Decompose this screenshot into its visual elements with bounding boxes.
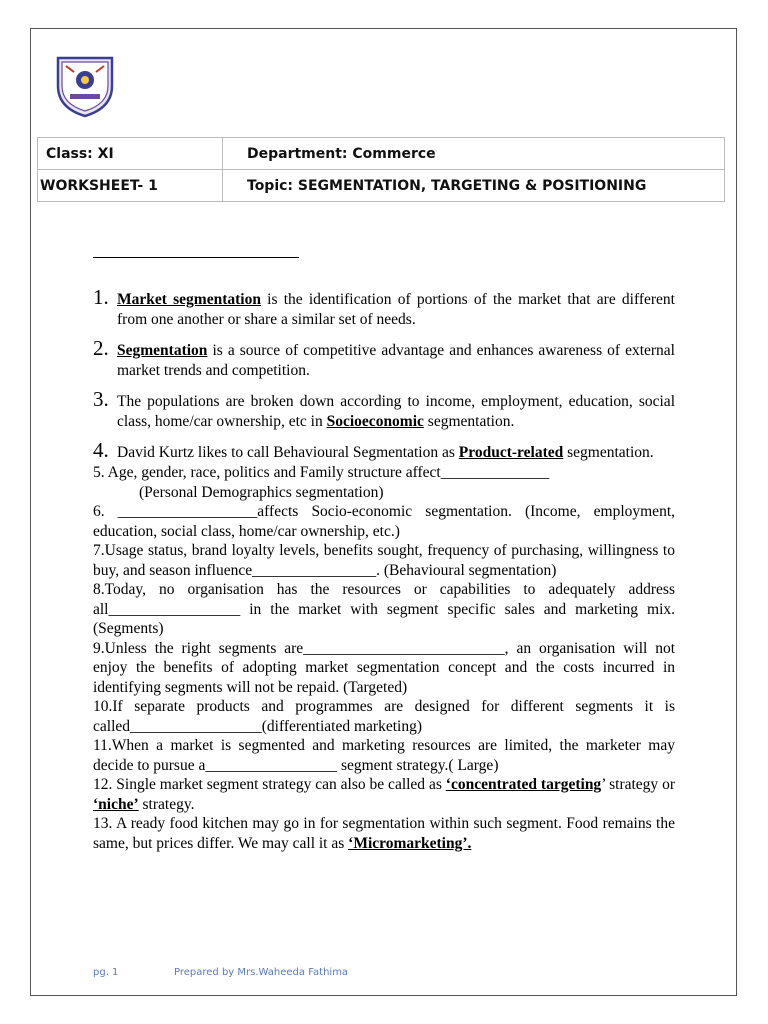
class-cell: Class: XI [38, 138, 223, 170]
list-item: 5. Age, gender, race, politics and Family structure affect______________ [93, 464, 550, 481]
department-cell: Department: Commerce [223, 138, 725, 170]
list-item: 6. __________________affects Socio-economic segmentation. (Income, employment, education, social class, home/car ownership, etc.) [93, 503, 675, 540]
term-highlight: Market segmentation [117, 291, 261, 308]
list-item: 8.Today, no organisation has the resources or capabilities to adequately address all_________________ in the market with segment specific sales and marketing mix. (Segments) [93, 581, 675, 637]
topic-cell: Topic: SEGMENTATION, TARGETING & POSITIONING [223, 170, 725, 202]
list-item: 3. The populations are broken down according to income, employment, education, social class, home/car ownership, etc in Socioeconomic segmentation. [93, 387, 675, 430]
term-highlight: ‘niche’ [93, 795, 139, 813]
list-item: 12. Single market segment strategy can also be called as ‘concentrated targeting’ strategy or ‘niche’ strategy. [93, 776, 675, 813]
list-item: 2. Segmentation is a source of competitive advantage and enhances awareness of external market trends and competition. [93, 336, 675, 379]
term-highlight: Segmentation [117, 342, 208, 359]
term-highlight: ‘concentrated targeting [445, 776, 602, 793]
list-item: 11.When a market is segmented and marketing resources are limited, the marketer may decide to pursue a_________________ segment strategy.( Large) [93, 737, 675, 774]
list-item-answer: (Personal Demographics segmentation) [139, 483, 384, 501]
school-crest-logo [52, 52, 118, 118]
term-highlight: ‘Micromarketing’. [348, 834, 472, 852]
list-item: 13. A ready food kitchen may go in for segmentation within such segment. Food remains the same, but prices differ. We may call it as ‘Micromarketing’. [93, 815, 675, 852]
title-underline-rule [93, 257, 299, 258]
footer-author: Prepared by Mrs.Waheeda Fathima [174, 967, 349, 978]
list-item: 1. Market segmentation is the identification of portions of the market that are different from one another or share a similar set of needs. [93, 285, 675, 328]
list-item: 4. David Kurtz likes to call Behavioural Segmentation as Product-related segmentation. [93, 438, 654, 462]
worksheet-body [93, 284, 675, 853]
list-item: 9.Unless the right segments are__________________________, an organisation will not enjoy the benefits of adopting market segmentation concept and the costs incurred in identifying segments will not be repaid. (Targeted) [93, 639, 675, 696]
page-number: pg. 1 [93, 967, 119, 978]
list-item: 7.Usage status, brand loyalty levels, benefits sought, frequency of purchasing, willingness to buy, and season influence________________. (Behavioural segmentation) [93, 542, 675, 579]
term-highlight: Socioeconomic [326, 412, 424, 430]
term-highlight: Product-related [458, 444, 564, 461]
worksheet-cell: WORKSHEET- 1 [38, 170, 223, 202]
list-item: 10.If separate products and programmes are designed for different segments it is called_________________(differentiated marketing) [93, 698, 675, 735]
worksheet-header-table [37, 137, 725, 202]
